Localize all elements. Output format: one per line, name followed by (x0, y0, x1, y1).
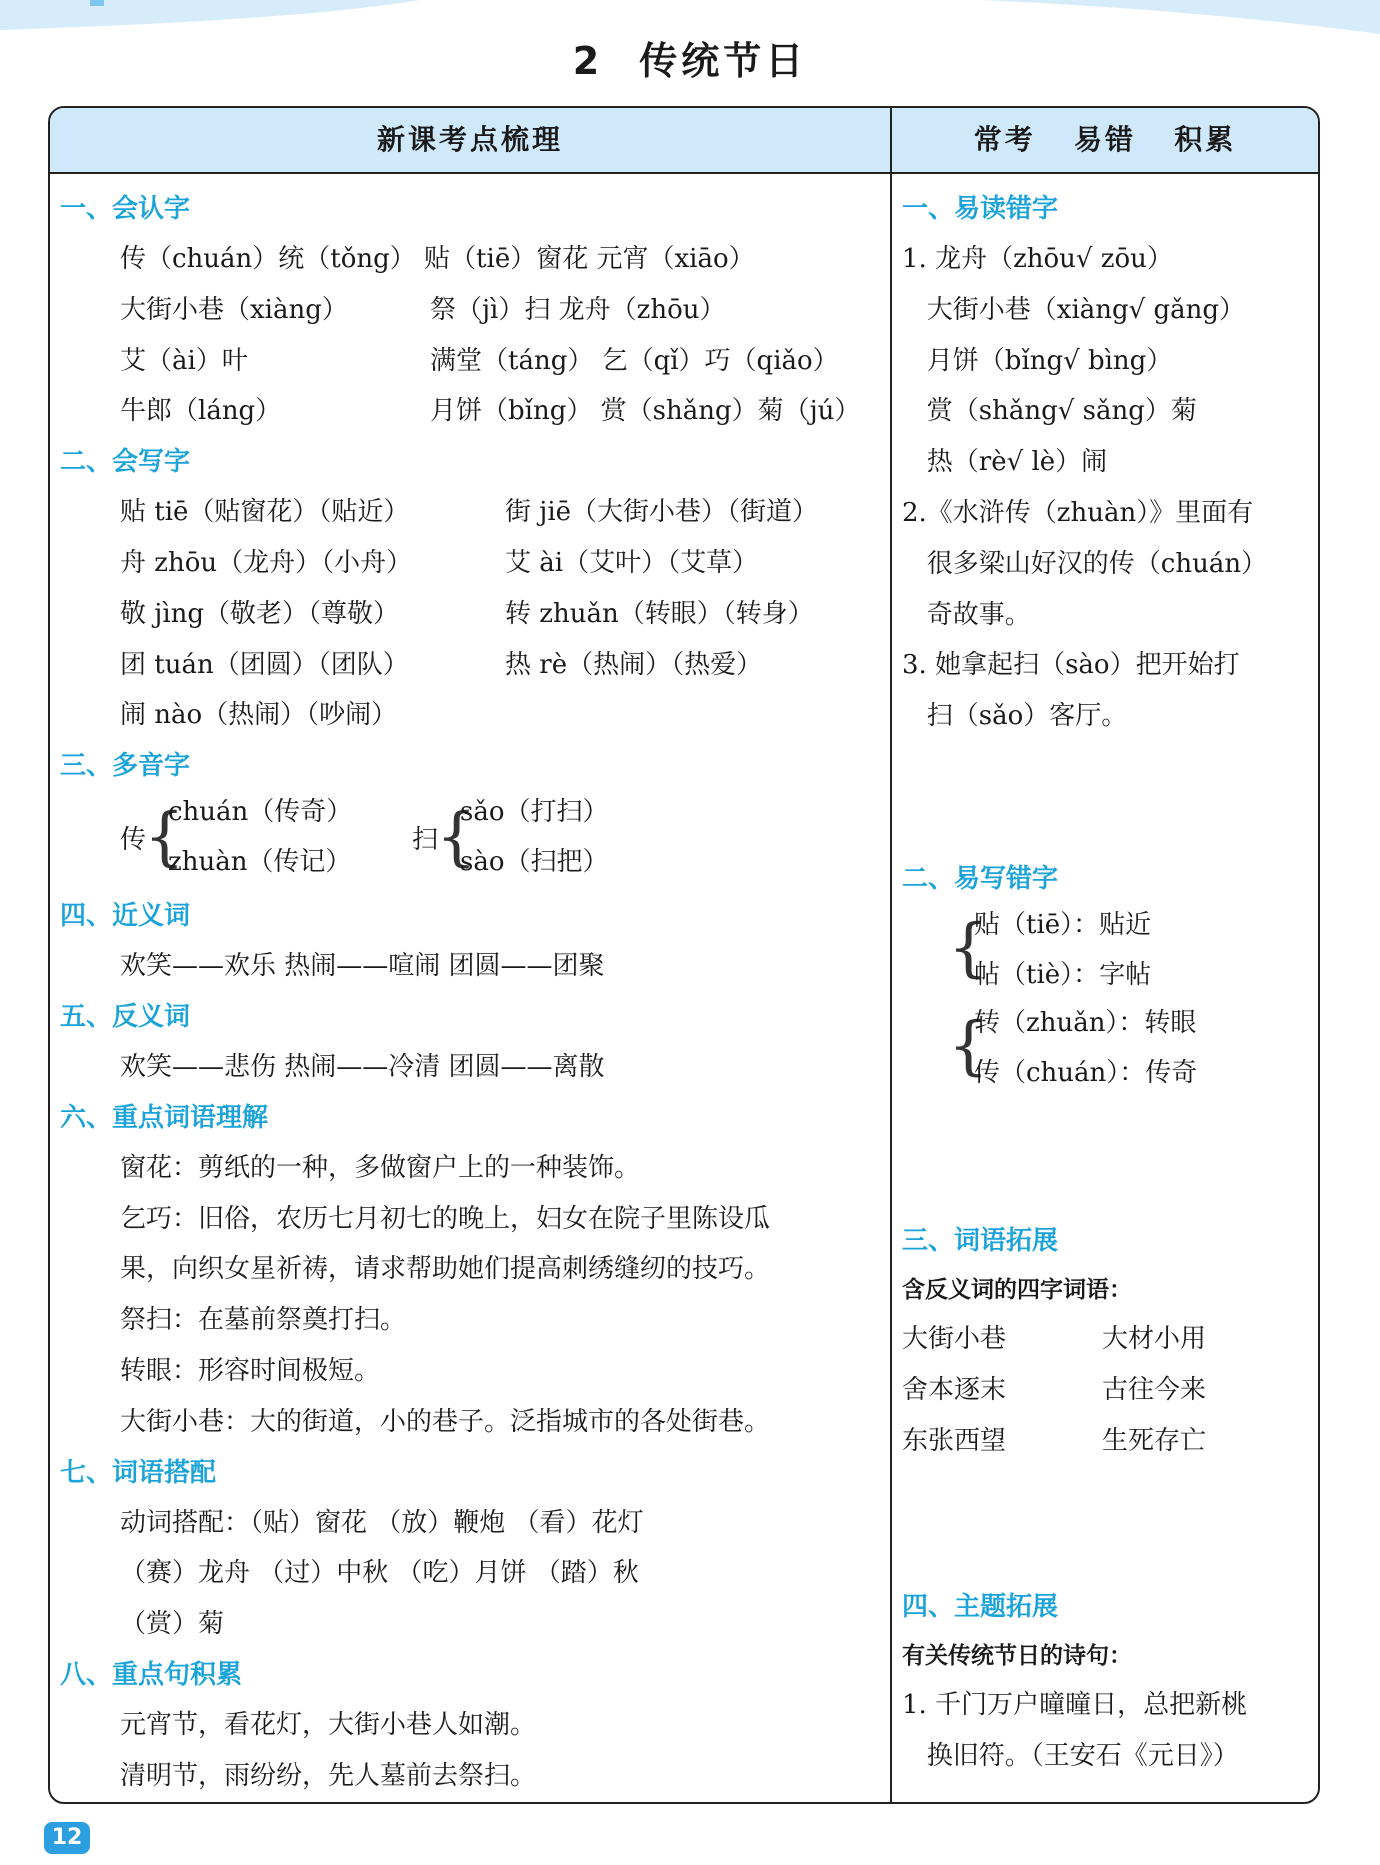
text-line (60, 285, 890, 336)
word: 大街小巷 (902, 1323, 1007, 1354)
polyphone-reading: sǎo（打扫） (460, 797, 609, 828)
text-line: 清明节，雨纷纷，先人墓前去祭扫。 (120, 1760, 537, 1791)
text-line (60, 538, 890, 589)
lesson-number: 2 (572, 39, 604, 83)
text-line: 欢笑——悲伤 热闹——冷清 团圆——离散 (120, 1051, 605, 1082)
text-cell: 闹 nào（热闹）（吵闹） (120, 700, 398, 731)
text-line: 元宵节，看花灯，大街小巷人如潮。 (120, 1709, 537, 1740)
text-line: 月饼（bǐng√ bìng） (902, 345, 1173, 376)
confusable-item: 转（zhuǎn）：转眼 (974, 1007, 1197, 1038)
subheading: 含反义词的四字词语： (902, 1276, 1132, 1303)
text-line: 大街小巷（xiàng√ gǎng） (902, 294, 1246, 325)
text-line: 换旧符。（王安石《元日》） (902, 1741, 1239, 1772)
section-title: 八、重点句积累 (60, 1659, 243, 1690)
brace-icon: { (948, 910, 989, 985)
confusable-item: 帖（tiè）：字帖 (974, 959, 1152, 990)
text-line: （赛）龙舟 （过）中秋 （吃）月饼 （踏）秋 (120, 1558, 639, 1589)
confusable-item: 贴（tiē）：贴近 (974, 909, 1152, 940)
section-title: 三、多音字 (60, 751, 191, 782)
text-line: 转眼：形容时间极短。 (120, 1355, 381, 1386)
text-line: 很多梁山好汉的传（chuán） (902, 548, 1268, 579)
word: 大材小用 (1102, 1323, 1207, 1354)
text-line: （赏）菊 (120, 1609, 225, 1640)
text-cell: 大街小巷（xiàng） (120, 294, 348, 325)
confusable-group (902, 1002, 1318, 1100)
section-title: 一、易读错字 (902, 194, 1059, 224)
text-cell: 街 jiē（大街小巷）（街道） (505, 497, 819, 528)
content-table (48, 106, 1320, 1804)
text-line: 热（rè√ lè）闹 (902, 447, 1108, 478)
page-number-badge: 12 (44, 1822, 90, 1854)
right-header: 常考 易错 积累 (892, 108, 1318, 174)
text-line: 1. 千门万户曈曈日，总把新桃 (902, 1690, 1248, 1721)
text-line: 赏（shǎng√ sǎng）菊 (902, 396, 1197, 427)
text-cell: 团 tuán（团圆）（团队） (120, 649, 409, 680)
section-title: 一、会认字 (60, 194, 191, 224)
text-line: 3. 她拿起扫（sào）把开始打 (902, 650, 1240, 681)
text-line: 扫（sǎo）客厅。 (902, 701, 1128, 732)
text-cell: 舟 zhōu（龙舟）（小舟） (120, 547, 413, 578)
text-line (60, 386, 890, 437)
text-line (60, 336, 890, 387)
lesson-title: 传统节日 (639, 39, 808, 83)
section-title: 五、反义词 (60, 1001, 191, 1032)
word: 舍本逐末 (902, 1374, 1007, 1405)
text-cell: 艾 ài（艾叶）（艾草） (505, 547, 759, 578)
word-pair-row (902, 1314, 1318, 1365)
text-cell: 牛郎（láng） (120, 396, 282, 427)
section-title: 四、近义词 (60, 901, 191, 932)
polyphone-char: 扫 (412, 825, 439, 856)
text-line (60, 487, 890, 538)
text-cell: 艾（ài）叶 (120, 345, 248, 376)
page-title (0, 30, 1380, 85)
text-cell: 热 rè（热闹）（热爱） (505, 649, 763, 680)
polyphone-reading: sào（扫把） (460, 847, 609, 878)
brace-icon: { (144, 800, 185, 875)
text-line: 果，向织女星祈祷，请求帮助她们提高刺绣缝纫的技巧。 (120, 1254, 771, 1285)
text-line (60, 640, 890, 691)
section-title: 二、会写字 (60, 447, 191, 478)
text-line: 2.《水浒传（zhuàn）》里面有 (902, 497, 1254, 528)
section-title: 三、词语拓展 (902, 1225, 1059, 1256)
section-title: 二、易写错字 (902, 863, 1059, 894)
text-line: 1. 龙舟（zhōu√ zōu） (902, 244, 1173, 274)
text-line (60, 589, 890, 640)
text-line: 窗花：剪纸的一种，多做窗户上的一种装饰。 (120, 1152, 641, 1183)
confusable-group (902, 904, 1318, 1002)
word-pair-row (902, 1365, 1318, 1416)
text-cell: 满堂（táng） 乞（qǐ）巧（qiǎo） (430, 345, 839, 376)
text-line: 乞巧：旧俗，农历七月初七的晚上，妇女在院子里陈设瓜 (120, 1203, 771, 1234)
text-cell: 敬 jìng（敬老）（尊敬） (120, 598, 400, 629)
polyphone-reading: chuán（传奇） (168, 797, 353, 828)
confusable-item: 传（chuán）：传奇 (974, 1057, 1198, 1088)
section-title: 四、主题拓展 (902, 1592, 1059, 1623)
text-line (60, 690, 890, 741)
text-cell: 贴 tiē（贴窗花）（贴近） (120, 497, 410, 528)
right-column (892, 108, 1318, 1802)
text-line: 传（chuán）统（tǒng） 贴（tiē）窗花 元宵（xiāo） (120, 244, 755, 274)
brace-icon: { (436, 800, 477, 875)
section-title: 六、重点词语理解 (60, 1102, 269, 1133)
text-line: 动词搭配：（贴）窗花 （放）鞭炮 （看）花灯 (120, 1507, 644, 1538)
text-line: 祭扫：在墓前祭奠打扫。 (120, 1305, 407, 1336)
text-line: 大街小巷：大的街道，小的巷子。泛指城市的各处街巷。 (120, 1406, 771, 1437)
text-line: 欢笑——欢乐 热闹——喧闹 团圆——团聚 (120, 951, 605, 982)
section-title: 七、词语搭配 (60, 1457, 217, 1488)
word-pair-row (902, 1416, 1318, 1467)
polyphone-reading: zhuàn（传记） (168, 847, 352, 878)
word: 东张西望 (902, 1425, 1007, 1456)
text-cell: 月饼（bǐng） 赏（shǎng）菊（jú） (430, 396, 861, 427)
left-column (50, 108, 892, 1802)
left-header: 新课考点梳理 (50, 108, 890, 174)
subheading: 有关传统节日的诗句： (902, 1643, 1132, 1670)
polyphone-char: 传 (120, 825, 147, 856)
word: 古往今来 (1102, 1374, 1207, 1405)
text-cell: 转 zhuǎn（转眼）（转身） (505, 598, 814, 629)
word: 生死存亡 (1102, 1425, 1207, 1456)
polyphone-group (60, 791, 890, 891)
text-cell: 祭（jì）扫 龙舟（zhōu） (430, 294, 726, 325)
brace-icon: { (948, 1008, 989, 1083)
text-line: 奇故事。 (902, 599, 1031, 630)
